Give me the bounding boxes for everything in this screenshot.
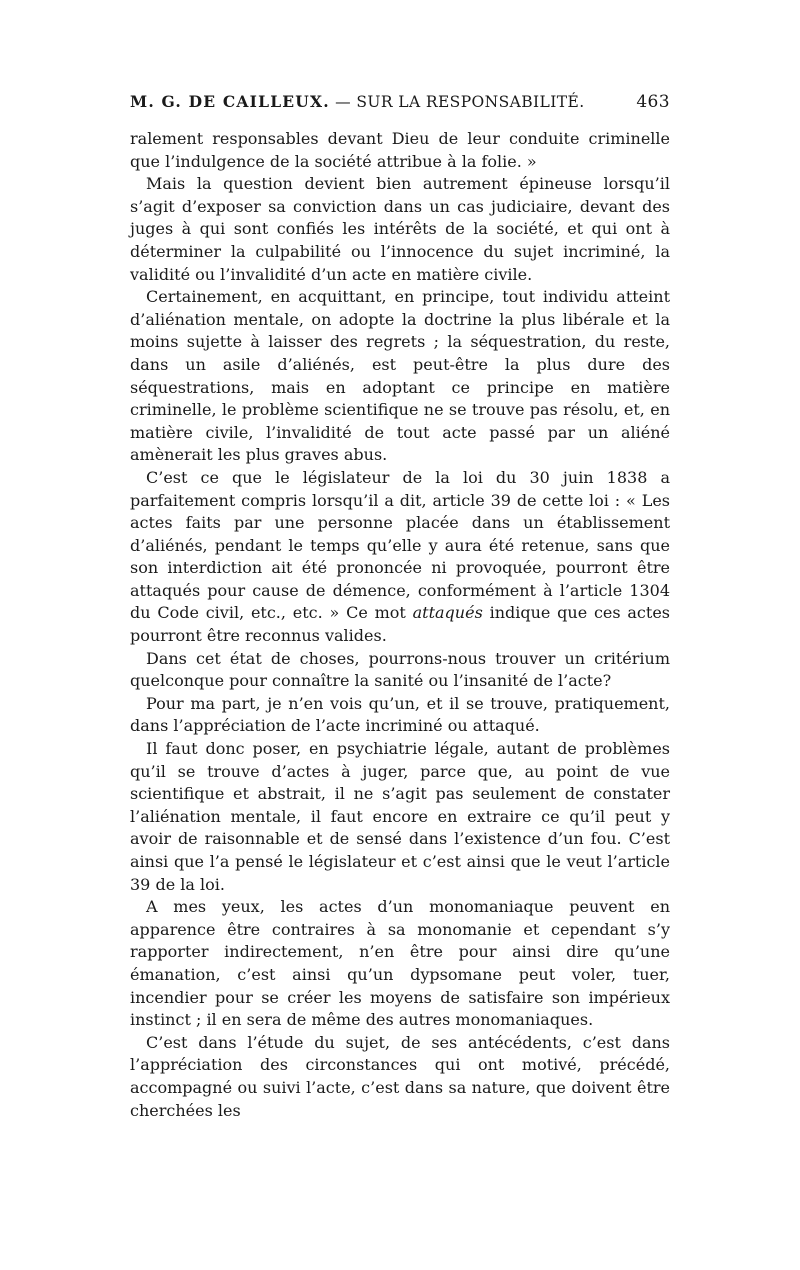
emphasized-word: attaqués [412, 603, 483, 623]
paragraph-text: C’est ce que le législateur de la loi du 30 juin 1838 a parfaitement compris lorsqu’il a dit, article 39 de cette loi : « Les actes faits par une personne placée dans un établissement d’aliénés, pendant le temps qu’elle y aura été retenue, sans que son interdiction ait été prononcée ni provoquée, pourront être attaqués pour cause de démence, conformément à l’article 1304 du Code civil, etc., etc. » Ce mot [130, 467, 670, 623]
running-head-author: M. G. DE CAILLEUX. [130, 92, 330, 111]
paragraph-text: indique que ces actes pourront être reconnus valides. [130, 603, 671, 646]
page-number: 463 [636, 92, 670, 112]
running-head [130, 92, 670, 118]
paragraph-continued: ralement responsables devant Dieu de leur conduite criminelle que l’indulgence de la société attribue à la folie. » [130, 129, 670, 171]
body-text [130, 128, 670, 1122]
book-page [130, 92, 670, 1122]
paragraph: Mais la question devient bien autrement épineuse lorsqu’il s’agit d’exposer sa conviction dans un cas judiciaire, devant des juges à qui sont confiés les intérêts de la société, et qui ont à déterminer la culpabilité ou l’innocence du sujet incriminé, la validité ou l’invalidité d’un acte en matière civile. [130, 174, 670, 284]
paragraph-law-quote [130, 467, 670, 648]
running-head-title: SUR LA RESPONSABILITÉ. [356, 93, 585, 111]
paragraph: C’est dans l’étude du sujet, de ses antécédents, c’est dans l’appréciation des circonstances qui ont motivé, précédé, accompagné ou suivi l’acte, c’est dans sa nature, que doivent être cherchées les [130, 1032, 670, 1120]
running-head-dash: — [329, 93, 357, 111]
paragraph: Dans cet état de choses, pourrons-nous trouver un critérium quelconque pour connaître la sanité ou l’insanité de l’acte? [130, 648, 670, 691]
paragraph: Pour ma part, je n’en vois qu’un, et il se trouve, pratiquement, dans l’appréciation de l’acte incriminé ou attaqué. [130, 693, 670, 736]
paragraph: Il faut donc poser, en psychiatrie légale, autant de problèmes qu’il se trouve d’actes à juger, parce que, au point de vue scientifique et abstrait, il ne s’agit pas seulement de constater l’aliénation mentale, il faut encore en extraire ce qu’il peut y avoir de raisonnable et de sensé dans l’existence d’un fou. C’est ainsi que l’a pensé le législateur et c’est ainsi que le veut l’article 39 de la loi. [130, 739, 670, 894]
paragraph: A mes yeux, les actes d’un monomaniaque peuvent en apparence être contraires à sa monomanie et cependant s’y rapporter indirectement, n’en être pour ainsi dire qu’une émanation, c’est ainsi qu’un dypsomane peut voler, tuer, incendier pour se créer les moyens de satisfaire son impérieux instinct ; il en sera de même des autres monomaniaques. [130, 897, 670, 1030]
paragraph: Certainement, en acquittant, en principe, tout individu atteint d’aliénation mentale, on adopte la doctrine la plus libérale et la moins sujette à laisser des regrets ; la séquestration, du reste, dans un asile d’aliénés, est peut-être la plus dure des séquestrations, mais en adoptant ce principe en matière criminelle, le problème scientifique ne se trouve pas résolu, et, en matière civile, l’invalidité de tout acte passé par un aliéné amènerait les plus graves abus. [130, 287, 670, 465]
